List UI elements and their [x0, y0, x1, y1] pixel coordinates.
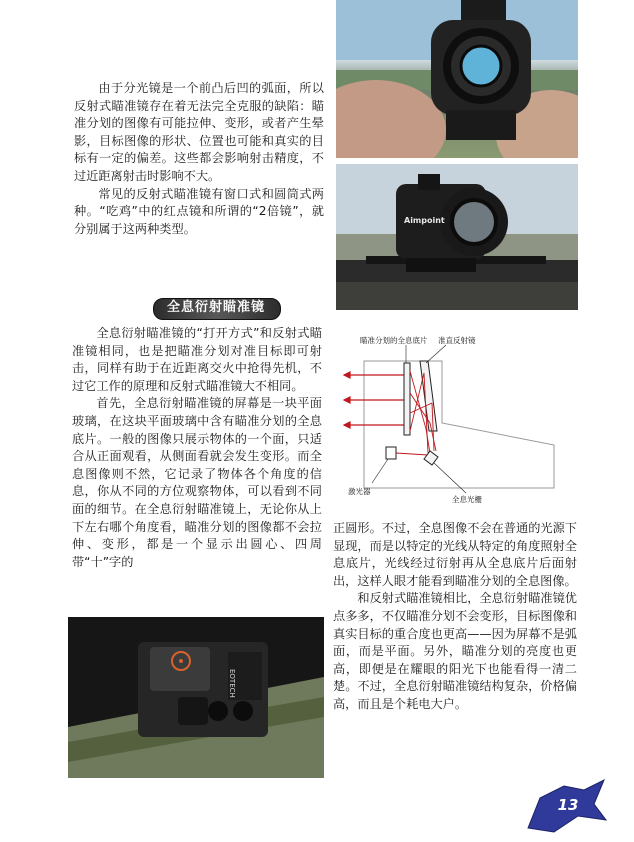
section-header: [147, 298, 291, 320]
paragraph: 和反射式瞄准镜相比，全息衍射瞄准镜优点多多，不仅瞄准分划不会变形，目标图像和真实目标的重合度也更高——因为屏幕不是弧面，而是平面。另外，瞄准分划的亮度也更高，即便是在耀眼的阳光下也能看得一清二楚。不过，全息衍射瞄准镜结构复杂，价格偏高，而且是个耗电大户。: [333, 591, 577, 711]
eotech-logo: EOTECH: [228, 669, 236, 698]
label-grating: 全息光栅: [452, 495, 482, 504]
holographic-sight-text: [72, 325, 322, 571]
red-dot-sight-photo: [336, 0, 578, 158]
paragraph: 由于分光镜是一个前凸后凹的弧面，所以反射式瞄准镜存在着无法完全克服的缺陷：瞄准分划的图像有可能拉伸、变形，或者产生晕影，目标图像的形状、位置也可能和真实的目标有一定的偏差。这些都会影响射击精度，不过近距离射击时影响不大。: [74, 81, 324, 183]
eotech-holographic-sight-photo: [68, 617, 324, 778]
label-hologram-film: 瞄准分划的全息底片: [360, 336, 428, 345]
paragraph: 全息衍射瞄准镜的“打开方式”和反射式瞄准镜相同，也是把瞄准分划对准目标即可射击，同样有助于在近距离交火中抢得先机，不过它工作的原理和反射式瞄准镜大不相同。: [72, 326, 322, 393]
aimpoint-logo: Aimpoint: [404, 216, 445, 225]
label-laser: 激光器: [348, 487, 371, 496]
paragraph: 正圆形。不过，全息图像不会在普通的光源下显现，而是以特定的光线从特定的角度照射全息底片，光线经过衍射再从全息底片后面射出，这样人眼才能看到瞄准分划的全息图像。: [333, 521, 577, 588]
label-collimating-mirror: 准直反射镜: [438, 336, 476, 345]
page-number-badge: [520, 776, 610, 836]
holographic-sight-text-continued: [333, 520, 577, 714]
holographic-sight-diagram: [334, 333, 580, 513]
paragraph: 首先，全息衍射瞄准镜的屏幕是一块平面玻璃，在这块平面玻璃中含有瞄准分划的全息底片。一般的图像只展示物体的一个面，只适合从正面观看，从侧面看就会发生变形。而全息图像则不然，它记录了物体各个角度的信息，你从不同的方位观察物体，可以看到不同面的细节。在全息衍射瞄准镜上，无论你从上下左右哪个角度看，瞄准分划的图像都不会拉伸、变形，都是一个显示出圆心、四周带“十”字的: [72, 396, 322, 569]
aimpoint-sight-photo: [336, 164, 578, 310]
paragraph: 常见的反射式瞄准镜有窗口式和圆筒式两种。“吃鸡”中的红点镜和所谓的“2倍镜”，就分别属于这两种类型。: [74, 186, 324, 236]
section-title: 全息衍射瞄准镜: [166, 300, 265, 315]
reflex-sight-text: [74, 80, 324, 238]
page-number: 13: [557, 796, 579, 814]
